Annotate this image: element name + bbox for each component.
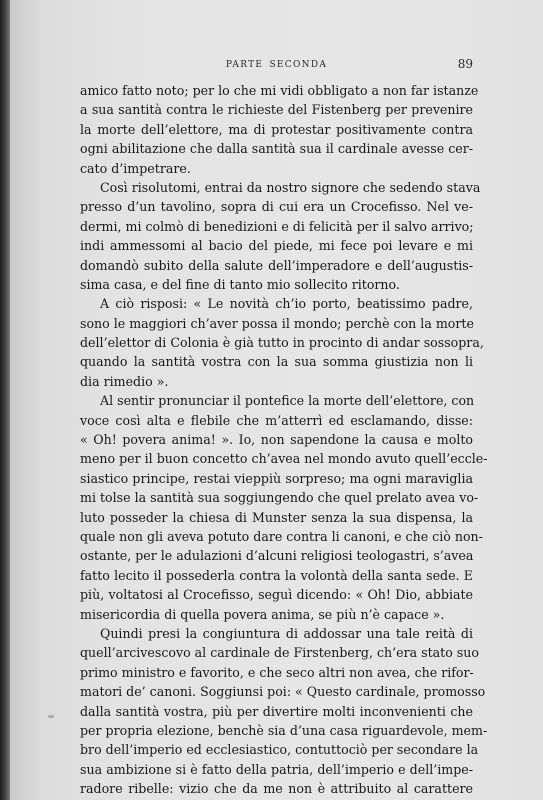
book-page bbox=[10, 0, 543, 800]
text-line: cato d’impetrare. bbox=[80, 160, 191, 176]
ink-smudge bbox=[48, 715, 54, 718]
text-line: luto posseder la chiesa di Munster senza la sua dispensa, la bbox=[80, 509, 473, 525]
text-line: dermi, mi colmò di benedizioni e di felicità per il salvo arrivo; bbox=[80, 218, 474, 234]
text-line: fatto lecito il possederla contra la volontà della santa sede. E bbox=[80, 567, 473, 583]
text-line: indi ammessomi al bacio del piede, mi fece poi levare e mi bbox=[80, 238, 473, 254]
text-line: sono le maggiori ch’aver possa il mondo; perchè con la morte bbox=[80, 315, 474, 331]
text-line: ostante, per le adulazioni d’alcuni religiosi teologastri, s’avea bbox=[80, 548, 474, 564]
text-line: radore ribelle: vizio che da me non è attribuito al carattere bbox=[80, 781, 473, 797]
text-line: A ciò risposi: « Le novità ch’io porto, beatissimo padre, bbox=[100, 296, 473, 312]
text-line: dalla santità vostra, più per divertire molti inconvenienti che bbox=[80, 703, 473, 719]
text-line: amico fatto noto; per lo che mi vidi obbligato a non far istanze bbox=[80, 83, 479, 98]
text-line: Quindi presi la congiuntura di addossar una tale reità di bbox=[100, 625, 473, 641]
text-line: sua ambizione si è fatto della patria, dell’imperio e dell’impe- bbox=[80, 761, 473, 777]
text-line: Così risolutomi, entrai da nostro signore che sedendo stava bbox=[100, 179, 481, 195]
text-line: voce così alta e flebile che m’atterrì ed esclamando, disse: bbox=[80, 412, 473, 428]
text-line: « Oh! povera anima! ». Io, non sapendone la causa e molto bbox=[80, 432, 473, 448]
text-line: a sua santità contra le richieste del Fistenberg per prevenire bbox=[80, 102, 473, 118]
text-line: matori de’ canoni. Soggiunsi poi: « Questo cardinale, promosso bbox=[80, 684, 486, 700]
text-line: siastico principe, restai vieppiù sorpreso; ma ogni maraviglia bbox=[80, 470, 473, 486]
text-line: dell’elettor di Colonia è già tutto in procinto di andar sossopra, bbox=[80, 335, 484, 351]
text-line: Al sentir pronunciar il pontefice la morte dell’elettore, con bbox=[100, 393, 475, 409]
page-number: 89 bbox=[457, 57, 473, 71]
text-line: sima casa, e del fine di tanto mio sollecito ritorno. bbox=[80, 276, 400, 292]
text-line: quell’arcivescovo al cardinale de Firstenberg, ch’era stato suo bbox=[80, 645, 479, 661]
text-line: meno per il buon concetto ch’avea nel mondo avuto quell’eccle- bbox=[80, 451, 488, 467]
text-line: per propria elezione, benchè sia d’una casa riguardevole, mem- bbox=[80, 722, 488, 738]
page-header bbox=[80, 57, 473, 73]
text-line: mi tolse la santità sua soggiungendo che quel prelato avea vo- bbox=[80, 490, 479, 506]
text-line: misericordia di quella povera anima, se più n’è capace ». bbox=[80, 606, 445, 622]
text-line: bro dell’imperio ed ecclesiastico, contuttociò per secondare la bbox=[80, 742, 479, 758]
text-line: domandò subito della salute dell’imperadore e dell’augustis- bbox=[80, 257, 473, 273]
text-line: ogni abilitazione che dalla santità sua il cardinale avesse cer- bbox=[80, 141, 473, 157]
text-line: primo ministro e favorito, e che seco altri non avea, che rifor- bbox=[80, 664, 474, 680]
text-line: dia rimedio ». bbox=[80, 373, 169, 389]
running-head: PARTE SECONDA bbox=[225, 60, 328, 70]
text-line: quando la santità vostra con la sua somma giustizia non li bbox=[80, 354, 473, 370]
body-text bbox=[80, 81, 488, 798]
scan-edge bbox=[0, 0, 10, 800]
text-line: la morte dell’elettore, ma di protestar positivamente contra bbox=[80, 121, 473, 137]
text-line: più, voltatosi al Crocefisso, seguì dicendo: « Oh! Dio, abbiate bbox=[80, 587, 473, 603]
text-line: presso d’un tavolino, sopra di cui era un Crocefisso. Nel ve- bbox=[80, 199, 473, 215]
text-line: quale non gli aveva potuto dare contra li canoni, e che ciò non- bbox=[80, 528, 483, 544]
